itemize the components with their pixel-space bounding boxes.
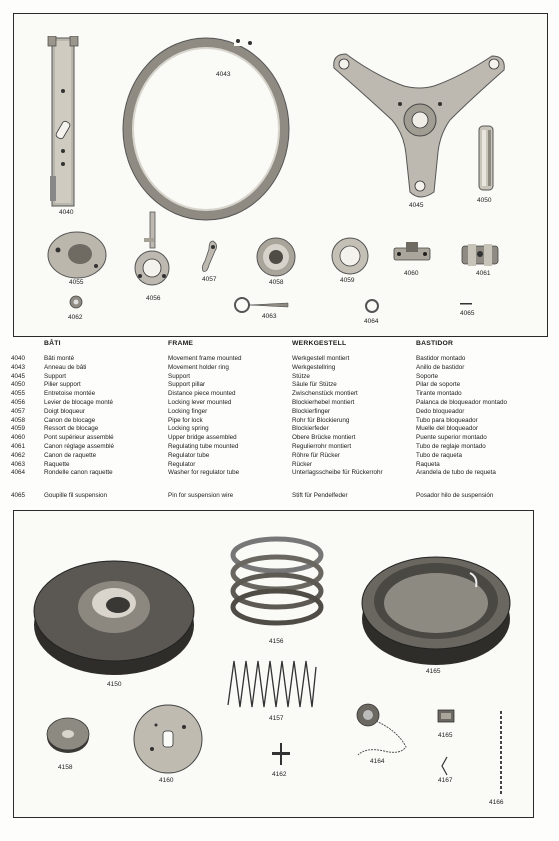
legend-entry-es: Pilar de soporte [416, 381, 461, 389]
part-4150-drum [32, 553, 196, 677]
part-code: 4043 [11, 363, 26, 371]
part-code: 4058 [11, 416, 26, 424]
part-number-label: 4060 [404, 270, 419, 277]
part-number-label: 4165 [438, 732, 453, 739]
part-number-label: 4150 [107, 681, 122, 688]
legend-entry-es: Arandela de tubo de requeta [416, 469, 496, 477]
part-code: 4064 [11, 469, 26, 477]
part-number-label: 4056 [146, 295, 161, 302]
part-4050-support-pillar [477, 124, 495, 192]
part-4158-disc [45, 715, 91, 755]
part-4061-regulating-tube [460, 240, 500, 268]
part-code: 4062 [11, 451, 26, 459]
legend-entry-es: Tirante montado [416, 390, 462, 398]
legend-entry-en: Locking finger [168, 407, 208, 415]
legend-header-english: FRAME [168, 340, 194, 347]
part-4162-cross [272, 743, 290, 765]
part-number-label: 4158 [58, 764, 73, 771]
legend-entry-fr: Ressort de blocage [44, 425, 99, 433]
part-number-label: 4055 [69, 279, 84, 286]
legend-entry-en: Regulator tube [168, 451, 210, 459]
part-number-label: 4063 [262, 313, 277, 320]
part-number-label: 4061 [476, 270, 491, 277]
part-number-label: 4166 [489, 799, 504, 806]
part-code: 4050 [11, 381, 26, 389]
legend-entry-es: Puente superior montado [416, 434, 487, 442]
part-4058-pipe-for-lock [254, 236, 298, 278]
legend-entry-en: Washer for regulator tube [168, 469, 240, 477]
legend-entry-en: Regulating tube mounted [168, 442, 239, 450]
legend-entry-fr: Canon de blocage [44, 416, 96, 424]
legend-entry-fr: Canon de raquette [44, 451, 97, 459]
legend-entry-de: Röhre für Rücker [292, 451, 340, 459]
legend-entry-en: Support pillar [168, 381, 206, 389]
legend-entry-en: Distance piece mounted [168, 390, 236, 398]
legend-entry-fr: Raquette [44, 460, 70, 468]
legend-entry-es: Muelle del bloqueador [416, 425, 478, 433]
part-code: 4055 [11, 390, 26, 398]
part-4165-small-item [437, 709, 455, 723]
part-number-label: 4157 [269, 715, 284, 722]
legend-entry-es: Anillo de bastidor [416, 363, 465, 371]
legend-header-german: WERKGESTELL [292, 340, 347, 347]
legend-entry-en: Regulator [168, 460, 196, 468]
legend-entry-es: Bastidor montado [416, 355, 466, 362]
part-4167-hook [439, 755, 451, 777]
legend-entry-de: Werkgestellring [292, 363, 336, 371]
legend-entry-fr: Canon réglage assemblé [44, 442, 115, 450]
part-4059-locking-spring [330, 236, 370, 276]
legend-entry-es: Tubo para bloqueador [416, 416, 478, 424]
legend-entry-en: Movement frame mounted [168, 355, 242, 362]
part-4062-regulator-tube [68, 294, 84, 310]
legend-header-french: BÂTI [44, 340, 61, 347]
part-number-label: 4162 [272, 771, 287, 778]
legend-column-spanish [416, 340, 507, 501]
part-4166-chain [496, 709, 506, 797]
part-number-label: 4057 [202, 276, 217, 283]
legend-entry-en: Support [168, 372, 191, 380]
part-number-label: 4050 [477, 197, 492, 204]
part-code: 4040 [11, 355, 26, 362]
part-4164-fob [354, 701, 416, 757]
part-number-label: 4064 [364, 318, 379, 325]
legend-entry-es: Tubo de raqueta [416, 451, 462, 459]
parts-legend [11, 340, 551, 505]
legend-entry-de: Werkgestell montiert [292, 355, 350, 362]
part-4156-coil-spring [230, 535, 324, 629]
part-number-label: 4156 [269, 638, 284, 645]
legend-entry-de: Stift für Pendelfeder [292, 491, 348, 499]
legend-entry-fr: Bâti monté [44, 355, 75, 362]
part-number-label: 4043 [216, 71, 231, 78]
legend-entry-en: Upper bridge assembled [168, 434, 237, 442]
part-number-label: 4062 [68, 314, 83, 321]
part-number-label: 4165 [426, 668, 441, 675]
legend-entry-de: Obere Brücke montiert [292, 434, 356, 442]
legend-entry-es: Soporte [416, 372, 439, 380]
part-code: 4060 [11, 434, 26, 442]
legend-entry-fr: Pilier support [44, 381, 81, 389]
part-code: 4057 [11, 407, 26, 415]
legend-entry-fr: Pont supérieur assemblé [44, 434, 114, 442]
part-number-label: 4164 [370, 758, 385, 765]
legend-entry-es: Dedo bloqueador [416, 407, 465, 415]
legend-entry-fr: Entretoise montée [44, 390, 96, 398]
legend-column-english [168, 340, 242, 501]
part-4065-pin [460, 302, 472, 306]
legend-entry-de: Rohr für Blockierung [292, 416, 350, 424]
legend-entry-de: Blockierhebel montiert [292, 398, 355, 406]
legend-entry-es: Posador hilo de suspensión [416, 491, 494, 499]
part-number-label: 4167 [438, 777, 453, 784]
legend-column-french [44, 340, 114, 501]
part-4056-locking-lever [134, 210, 174, 290]
part-code: 4065 [11, 491, 26, 499]
legend-entry-de: Blockierfeder [292, 425, 329, 433]
legend-entry-en: Locking spring [168, 425, 209, 433]
legend-column-german [292, 340, 383, 501]
part-4060-upper-bridge [392, 240, 432, 266]
part-4160-plate [132, 703, 204, 775]
part-4043-holder-ring [122, 32, 290, 222]
legend-entry-en: Pin for suspension wire [168, 491, 234, 499]
part-4057-locking-finger [201, 239, 221, 275]
legend-entry-en: Movement holder ring [168, 363, 229, 371]
part-4055-distance-piece [46, 230, 108, 280]
legend-entry-de: Blockierfinger [292, 407, 331, 415]
legend-entry-fr: Rondelle canon raquette [44, 469, 113, 477]
legend-entry-en: Pipe for lock [168, 416, 203, 424]
part-number-label: 4065 [460, 310, 475, 317]
legend-entry-fr: Levier de blocage monté [44, 398, 113, 406]
legend-entry-fr: Support [44, 372, 67, 380]
part-4064-washer [364, 298, 380, 314]
part-4165-drum [360, 547, 512, 667]
top-parts-panel [13, 13, 548, 337]
legend-entry-de: Rücker [292, 460, 312, 468]
part-code-column [11, 355, 35, 501]
part-code: 4063 [11, 460, 26, 468]
legend-header-spanish: BASTIDOR [416, 340, 454, 347]
part-code: 4045 [11, 372, 26, 380]
part-code: 4059 [11, 425, 26, 433]
legend-entry-en: Locking lever mounted [168, 398, 232, 406]
legend-entry-es: Raqueta [416, 460, 440, 468]
bottom-parts-panel [13, 510, 534, 818]
legend-entry-fr: Anneau de bâti [44, 363, 87, 371]
legend-entry-fr: Goupille fil suspension [44, 491, 108, 499]
legend-entry-es: Palanca de bloqueador montado [416, 398, 508, 406]
legend-entry-fr: Doigt bloqueur [44, 407, 85, 415]
part-number-label: 4045 [409, 202, 424, 209]
part-number-label: 4040 [59, 209, 74, 216]
part-number-label: 4160 [159, 777, 174, 784]
part-number-label: 4058 [269, 279, 284, 286]
part-code: 4061 [11, 442, 26, 450]
part-4157-spring [226, 657, 318, 711]
legend-entry-de: Reguliеrrohr montiert [292, 442, 352, 450]
legend-entry-de: Stütze [292, 372, 310, 380]
part-code: 4056 [11, 398, 26, 406]
part-4063-regulator [232, 295, 290, 315]
part-4040-movement-frame [46, 36, 80, 208]
part-number-label: 4059 [340, 277, 355, 284]
legend-entry-es: Tubo de reglaje montado [416, 442, 486, 450]
legend-entry-de: Unterlagsscheibe für Rückerrohr [292, 469, 383, 477]
legend-entry-de: Säule für Stütze [292, 381, 337, 389]
legend-entry-de: Zwischenstück montiert [292, 390, 358, 398]
